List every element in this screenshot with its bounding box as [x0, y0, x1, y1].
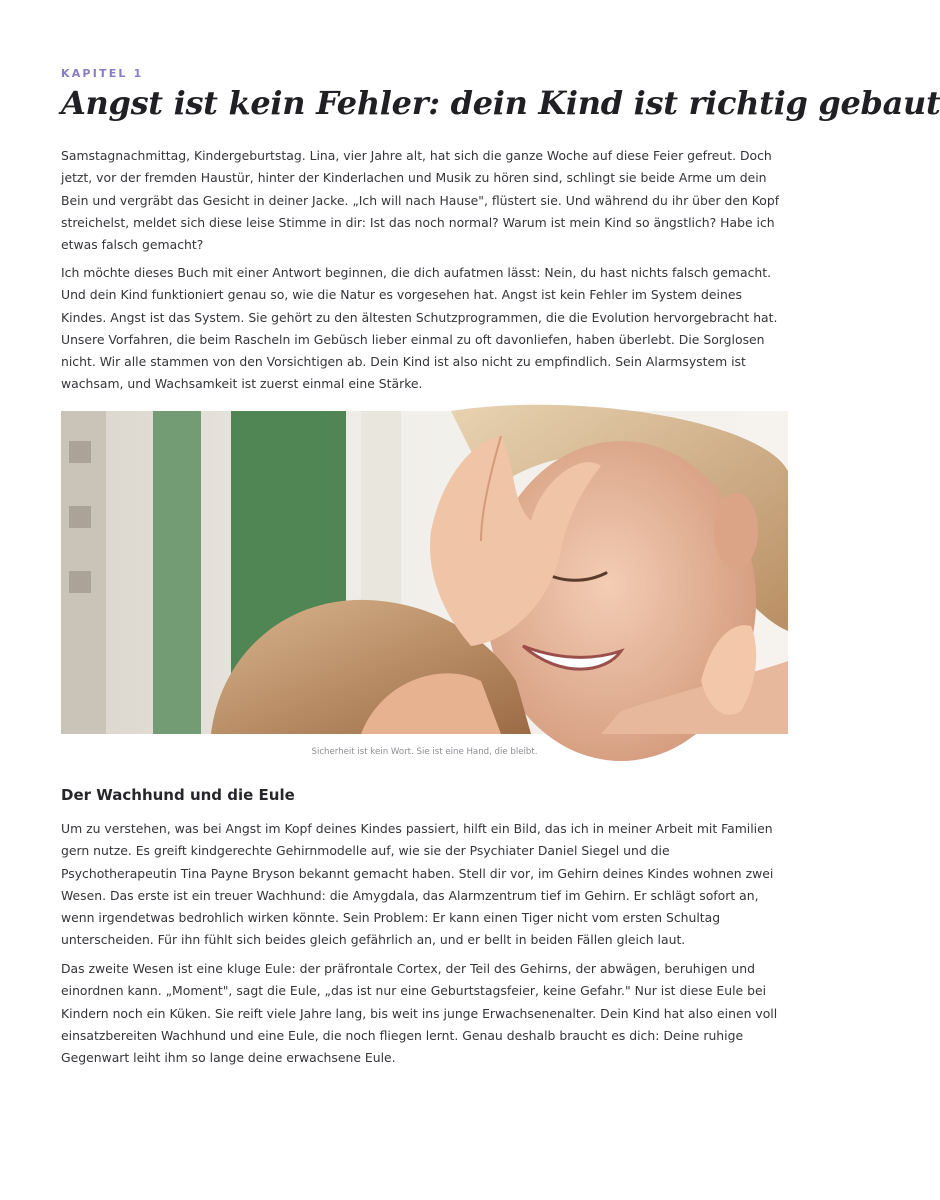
chapter-title: Angst ist kein Fehler: dein Kind ist richtig gebaut [61, 84, 940, 122]
section-paragraph-2: Das zweite Wesen ist eine kluge Eule: der präfrontale Cortex, der Teil des Gehirns, der abwägen, beruhigen und einordnen kann. „Moment", sagt die Eule, „das ist nur eine Geburtstagsfeier, keine Gefahr." Nur ist diese Eule bei Kindern noch ein Küken. Sie reift viele Jahre lang, bis weit ins junge Erwachsenenalter. Dein Kind hat also einen voll einsatzbereiten Wachhund und eine Eule, die noch fliegen lernt. Genau deshalb braucht es dich: Deine ruhige Gegenwart leiht ihm so lange deine erwachsene Eule. [61, 961, 778, 1066]
photo-caption: Sicherheit ist kein Wort. Sie ist eine Hand, die bleibt. [311, 747, 538, 757]
mother-child-photo [61, 411, 788, 734]
section-paragraph-1: Um zu verstehen, was bei Angst im Kopf deines Kindes passiert, hilft ein Bild, das ich in meiner Arbeit mit Familien gern nutze. Es greift kindgerechte Gehirnmodelle auf, wie sie der Psychiater Daniel Siegel und die Psychotherapeutin Tina Payne Bryson bekannt gemacht haben. Stell dir vor, im Gehirn deines Kindes wohnen zwei Wesen. Das erste ist ein treuer Wachhund: die Amygdala, das Alarmzentrum tief im Gehirn. Er schlägt sofort an, wenn irgendetwas bedrohlich wirken könnte. Sein Problem: Er kann einen Tiger nicht vom ersten Schultag unterscheiden. Für ihn fühlt sich beides gleich gefährlich an, und er bellt in beiden Fällen gleich laut. [61, 821, 774, 948]
chapter-kicker: KAPITEL 1 [61, 67, 144, 80]
section-heading: Der Wachhund und die Eule [61, 786, 295, 804]
intro-paragraph-2: Ich möchte dieses Buch mit einer Antwort beginnen, die dich aufatmen lässt: Nein, du hast nichts falsch gemacht. Und dein Kind funktioniert genau so, wie die Natur es vorgesehen hat. Angst ist kein Fehler im System deines Kindes. Angst ist das System. Sie gehört zu den ältesten Schutzprogrammen, die die Evolution hervorgebracht hat. Unsere Vorfahren, die beim Rascheln im Gebüsch lieber einmal zu oft davonliefen, haben überlebt. Die Sorglosen nicht. Wir alle stammen von den Vorsichtigen ab. Dein Kind ist also nicht zu empfindlich. Sein Alarmsystem ist wachsam, und Wachsamkeit ist zuerst einmal eine Stärke. [61, 265, 778, 392]
intro-paragraph-1: Samstagnachmittag, Kindergeburtstag. Lina, vier Jahre alt, hat sich die ganze Woche auf diese Feier gefreut. Doch jetzt, vor der fremden Haustür, hinter der Kinderlachen und Musik zu hören sind, schlingt sie beide Arme um dein Bein und vergräbt das Gesicht in deiner Jacke. „Ich will nach Hause", flüstert sie. Und während du ihr über den Kopf streichelst, meldet sich diese leise Stimme in dir: Ist das noch normal? Warum ist mein Kind so ängstlich? Habe ich etwas falsch gemacht? [61, 148, 780, 253]
